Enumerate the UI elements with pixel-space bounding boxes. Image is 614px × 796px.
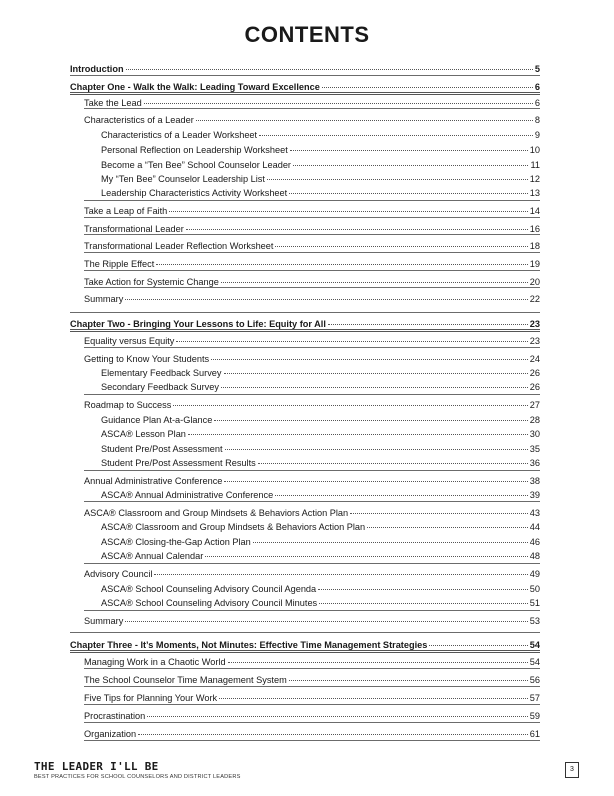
toc-entry[interactable] — [101, 367, 540, 379]
toc-entry-page: 53 — [529, 616, 540, 626]
toc-entry[interactable] — [84, 656, 540, 668]
toc-entry-page: 27 — [529, 400, 540, 410]
toc-entry-label: Annual Administrative Conference — [84, 476, 223, 486]
dot-leader — [188, 434, 528, 435]
toc-entry[interactable] — [84, 615, 540, 627]
toc-entry[interactable] — [84, 475, 540, 487]
toc-entry[interactable] — [84, 728, 540, 740]
toc-entry-page: 50 — [529, 584, 540, 594]
toc-entry-page: 54 — [529, 640, 540, 650]
divider-rule — [84, 200, 540, 201]
dot-leader — [253, 542, 528, 543]
toc-entry-label: Student Pre/Post Assessment — [101, 444, 223, 454]
dot-leader — [267, 179, 528, 180]
dot-leader — [258, 463, 528, 464]
dot-leader — [289, 193, 528, 194]
footer-subtitle: BEST PRACTICES FOR SCHOOL COUNSELORS AND DISTRICT LEADERS — [34, 774, 241, 780]
toc-entry[interactable] — [101, 173, 540, 185]
toc-entry-page: 10 — [529, 145, 540, 155]
toc-entry-label: Summary — [84, 294, 124, 304]
dot-leader — [125, 621, 527, 622]
toc-entry[interactable] — [101, 144, 540, 156]
toc-entry-page: 11 — [530, 160, 540, 170]
toc-entry[interactable] — [101, 597, 540, 609]
toc-entry[interactable] — [84, 353, 540, 365]
divider-rule — [84, 501, 540, 502]
toc-entry-page: 36 — [529, 458, 540, 468]
divider-rule — [84, 394, 540, 395]
toc-entry-page: 28 — [529, 415, 540, 425]
dot-leader — [126, 69, 533, 70]
toc-entry-label: Take Action for Systemic Change — [84, 277, 219, 287]
toc-entry-page: 35 — [529, 444, 540, 454]
dot-leader — [367, 527, 528, 528]
dot-leader — [293, 165, 528, 166]
toc-entry-label: The School Counselor Time Management System — [84, 675, 287, 685]
toc-entry-label: ASCA® Closing-the-Gap Action Plan — [101, 537, 251, 547]
toc-entry[interactable] — [84, 114, 540, 126]
toc-entry[interactable] — [84, 97, 540, 109]
toc-entry-label: Take the Lead — [84, 98, 142, 108]
divider-rule — [70, 312, 540, 313]
divider-rule — [84, 347, 540, 348]
toc-entry-label: ASCA® Annual Calendar — [101, 551, 204, 561]
toc-entry-page: 6 — [534, 82, 540, 92]
toc-entry[interactable] — [84, 205, 540, 217]
toc-entry-page: 61 — [529, 729, 540, 739]
toc-chapter-entry[interactable] — [70, 318, 540, 330]
toc-entry-page: 59 — [529, 711, 540, 721]
dot-leader — [214, 420, 527, 421]
divider-rule — [84, 470, 540, 471]
toc-entry[interactable] — [101, 381, 540, 393]
toc-entry-page: 39 — [529, 490, 540, 500]
dot-leader — [350, 513, 528, 514]
divider-rule — [70, 632, 540, 633]
dot-leader — [147, 716, 527, 717]
toc-entry-label: Leadership Characteristics Activity Worksheet — [101, 188, 288, 198]
toc-entry-page: 16 — [529, 224, 540, 234]
divider-rule — [84, 252, 540, 253]
dot-leader — [289, 680, 528, 681]
toc-entry-label: Chapter One - Walk the Walk: Leading Toward Excellence — [70, 82, 320, 92]
toc-entry-label: Personal Reflection on Leadership Worksheet — [101, 145, 288, 155]
toc-entry-page: 54 — [529, 657, 540, 667]
dot-leader — [138, 734, 528, 735]
toc-entry-label: Managing Work in a Chaotic World — [84, 657, 226, 667]
toc-entry-label: Elementary Feedback Survey — [101, 368, 222, 378]
dot-leader — [125, 299, 527, 300]
toc-chapter-entry[interactable] — [70, 81, 540, 93]
toc-entry-label: ASCA® Annual Administrative Conference — [101, 490, 274, 500]
dot-leader — [219, 698, 528, 699]
toc-entry[interactable] — [84, 507, 540, 519]
toc-entry[interactable] — [101, 536, 540, 548]
toc-entry-page: 8 — [534, 115, 540, 125]
toc-entry-label: Become a “Ten Bee” School Counselor Leader — [101, 160, 291, 170]
toc-entry[interactable] — [84, 240, 540, 252]
dot-leader — [275, 246, 527, 247]
toc-entry[interactable] — [101, 521, 540, 533]
toc-entry-page: 49 — [529, 569, 540, 579]
toc-entry-page: 48 — [529, 551, 540, 561]
toc-entry-label: Equality versus Equity — [84, 336, 175, 346]
toc-entry-page: 5 — [534, 64, 540, 74]
toc-entry-page: 19 — [529, 259, 540, 269]
toc-entry-page: 9 — [534, 130, 540, 140]
toc-entry-page: 43 — [529, 508, 540, 518]
toc-entry-label: Introduction — [70, 64, 124, 74]
toc-entry-label: Organization — [84, 729, 137, 739]
dot-leader — [221, 282, 528, 283]
toc-entry-label: Chapter Three - It’s Moments, Not Minutes: Effective Time Management Strategies — [70, 640, 428, 650]
toc-entry-label: ASCA® Classroom and Group Mindsets & Behaviors Action Plan — [84, 508, 349, 518]
toc-chapter-entry[interactable] — [70, 63, 540, 75]
toc-entry-page: 57 — [529, 693, 540, 703]
toc-entry-label: ASCA® School Counseling Advisory Council Agenda — [101, 584, 317, 594]
footer-book-title: THE LEADER I'LL BE — [34, 760, 159, 773]
toc-entry[interactable] — [84, 692, 540, 704]
toc-entry-page: 23 — [529, 319, 540, 329]
dot-leader — [322, 87, 533, 88]
divider-rule — [84, 668, 540, 669]
toc-entry-label: Summary — [84, 616, 124, 626]
toc-entry[interactable] — [84, 399, 540, 411]
toc-entry[interactable] — [101, 550, 540, 562]
toc-entry-label: Advisory Council — [84, 569, 153, 579]
dot-leader — [224, 481, 527, 482]
toc-entry-page: 20 — [529, 277, 540, 287]
dot-leader — [225, 449, 528, 450]
dot-leader — [156, 264, 527, 265]
toc-entry[interactable] — [84, 335, 540, 347]
toc-entry[interactable] — [84, 258, 540, 270]
toc-entry[interactable] — [84, 293, 540, 305]
toc-entry-label: ASCA® School Counseling Advisory Council Minutes — [101, 598, 318, 608]
divider-rule — [84, 563, 540, 564]
toc-entry-label: ASCA® Lesson Plan — [101, 429, 186, 439]
divider-rule — [84, 610, 540, 611]
toc-entry[interactable] — [84, 223, 540, 235]
divider-rule — [84, 270, 540, 271]
toc-entry-label: Characteristics of a Leader — [84, 115, 194, 125]
dot-leader — [176, 341, 527, 342]
divider-rule — [84, 704, 540, 705]
toc-entry-page: 6 — [534, 98, 540, 108]
toc-entry[interactable] — [84, 276, 540, 288]
dot-leader — [319, 603, 528, 604]
toc-entry-page: 23 — [529, 336, 540, 346]
dot-leader — [318, 589, 528, 590]
toc-entry-page: 24 — [529, 354, 540, 364]
divider-rule — [84, 217, 540, 218]
toc-entry-label: Secondary Feedback Survey — [101, 382, 219, 392]
toc-entry-page: 26 — [529, 382, 540, 392]
toc-entry[interactable] — [84, 710, 540, 722]
toc-entry-label: Transformational Leader — [84, 224, 184, 234]
page-title: CONTENTS — [244, 22, 370, 47]
dot-leader — [259, 135, 533, 136]
toc-entry[interactable] — [101, 159, 540, 171]
toc-entry-page: 14 — [529, 206, 540, 216]
toc-entry-label: Guidance Plan At-a-Glance — [101, 415, 213, 425]
dot-leader — [169, 211, 528, 212]
toc-entry[interactable] — [101, 583, 540, 595]
divider-rule — [84, 686, 540, 687]
dot-leader — [221, 387, 528, 388]
divider-rule — [84, 740, 540, 741]
dot-leader — [196, 120, 533, 121]
dot-leader — [144, 103, 533, 104]
dot-leader — [328, 324, 528, 325]
toc-entry-page: 51 — [529, 598, 540, 608]
toc-entry-page: 30 — [529, 429, 540, 439]
toc-entry-page: 12 — [529, 174, 540, 184]
toc-entry-label: Student Pre/Post Assessment Results — [101, 458, 256, 468]
divider-rule — [70, 75, 540, 76]
toc-entry[interactable] — [101, 129, 540, 141]
toc-entry-page: 44 — [529, 522, 540, 532]
toc-entry-label: Transformational Leader Reflection Worksheet — [84, 241, 274, 251]
dot-leader — [275, 495, 528, 496]
toc-entry[interactable] — [101, 489, 540, 501]
toc-entry[interactable] — [101, 428, 540, 440]
dot-leader — [211, 359, 528, 360]
toc-entry-label: My “Ten Bee” Counselor Leadership List — [101, 174, 265, 184]
toc-entry-label: Getting to Know Your Students — [84, 354, 210, 364]
toc-entry-label: The Ripple Effect — [84, 259, 155, 269]
toc-entry[interactable] — [101, 187, 540, 199]
toc-entry-label: ASCA® Classroom and Group Mindsets & Behaviors Action Plan — [101, 522, 366, 532]
dot-leader — [429, 645, 527, 646]
toc-entry-label: Procrastination — [84, 711, 146, 721]
toc-entry-page: 46 — [529, 537, 540, 547]
toc-entry-label: Take a Leap of Faith — [84, 206, 168, 216]
toc-entry-page: 38 — [529, 476, 540, 486]
toc-entry-page: 56 — [529, 675, 540, 685]
dot-leader — [154, 574, 527, 575]
toc-chapter-entry[interactable] — [70, 639, 540, 651]
toc-entry[interactable] — [84, 674, 540, 686]
dot-leader — [205, 556, 527, 557]
toc-entry-page: 13 — [529, 188, 540, 198]
toc-entry-label: Chapter Two - Bringing Your Lessons to Life: Equity for All — [70, 319, 326, 329]
toc-entry-page: 26 — [529, 368, 540, 378]
toc-entry-page: 22 — [529, 294, 540, 304]
dot-leader — [173, 405, 527, 406]
toc-entry-page: 18 — [529, 241, 540, 251]
toc-entry[interactable] — [101, 443, 540, 455]
divider-rule — [84, 722, 540, 723]
toc-entry-label: Characteristics of a Leader Worksheet — [101, 130, 258, 140]
toc-entry[interactable] — [101, 414, 540, 426]
toc-entry-label: Roadmap to Success — [84, 400, 172, 410]
page-number: 3 — [565, 762, 579, 778]
toc-entry[interactable] — [101, 457, 540, 469]
dot-leader — [290, 150, 528, 151]
dot-leader — [186, 229, 528, 230]
toc-entry-label: Five Tips for Planning Your Work — [84, 693, 218, 703]
dot-leader — [224, 373, 528, 374]
toc-entry[interactable] — [84, 568, 540, 580]
dot-leader — [228, 662, 528, 663]
